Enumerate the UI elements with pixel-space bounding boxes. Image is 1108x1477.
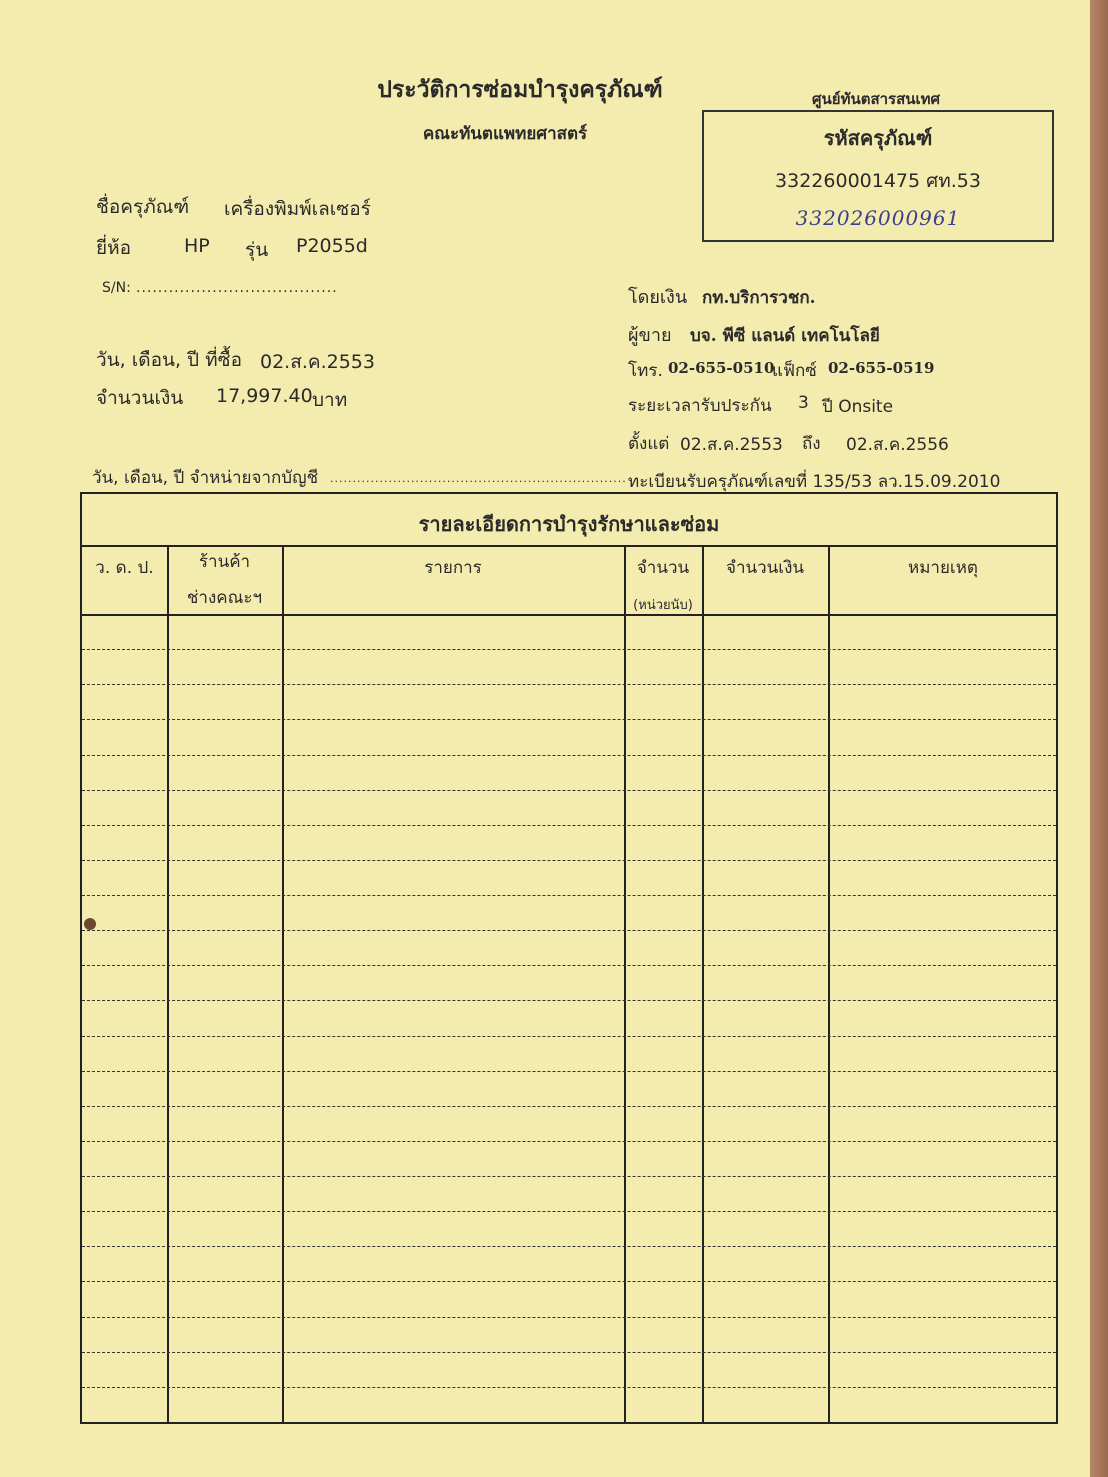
table-title-divider: [82, 545, 1056, 547]
purchase-date-value: 02.ส.ค.2553: [260, 351, 375, 373]
col-header-qty-unit: (หน่วยนับ): [633, 598, 693, 613]
table-row-line: [82, 1211, 1056, 1212]
table-row-line: [82, 1071, 1056, 1072]
amount-value: 17,997.40: [216, 385, 313, 407]
col-header-remarks: หมายเหตุ: [908, 558, 978, 578]
table-title: รายละเอียดการบำรุงรักษาและซ่อม: [418, 512, 720, 536]
table-row-line: [82, 1317, 1056, 1318]
col-divider-3: [624, 545, 626, 1424]
model-label: รุ่น: [245, 239, 269, 261]
table-row-line: [82, 1387, 1056, 1388]
col-header-shop: ร้านค้า: [198, 552, 251, 572]
asset-code-handwritten: 332026000961: [795, 206, 961, 230]
equipment-name-value: เครื่องพิมพ์เลเซอร์: [224, 198, 371, 220]
warranty-unit: ปี Onsite: [822, 397, 894, 417]
table-row-line: [82, 755, 1056, 756]
amount-label: จำนวนเงิน: [96, 387, 184, 409]
col-divider-4: [702, 545, 704, 1424]
col-divider-2: [282, 545, 284, 1424]
registry-info: ทะเบียนรับครุภัณฑ์เลขที่ 135/53 ลว.15.09.2010: [628, 472, 1001, 492]
table-row-line: [82, 1281, 1056, 1282]
warranty-to-label: ถึง: [802, 434, 821, 454]
serial-label: S/N:: [102, 280, 131, 296]
col-header-items: รายการ: [424, 558, 482, 578]
brand-value: HP: [184, 235, 210, 257]
table-row-line: [82, 1246, 1056, 1247]
asset-code-box: [702, 110, 1054, 242]
table-row-line: [82, 825, 1056, 826]
fax-value: 02-655-0519: [828, 359, 935, 377]
phone-value: 02-655-0510: [668, 359, 775, 377]
warranty-from-label: ตั้งแต่: [628, 434, 670, 454]
table-row-line: [82, 1176, 1056, 1177]
table-row-line: [82, 790, 1056, 791]
faculty-name: คณะทันตแพทยศาสตร์: [422, 124, 588, 144]
center-name: ศูนย์ทันตสารสนเทศ: [812, 90, 941, 108]
table-header-divider: [82, 614, 1056, 616]
phone-label: โทร.: [628, 361, 663, 381]
table-row-line: [82, 1036, 1056, 1037]
col-header-qty: จำนวน: [636, 558, 690, 578]
disposal-dotted-line: ..................................................................: [330, 472, 627, 485]
purchase-date-label: วัน, เดือน, ปี ที่ซื้อ: [96, 349, 242, 371]
funding-value: กท.บริการวชก.: [702, 288, 816, 308]
punch-hole: [84, 918, 96, 930]
equipment-name-label: ชื่อครุภัณฑ์: [96, 196, 190, 218]
col-header-amount: จำนวนเงิน: [725, 558, 805, 578]
brand-label: ยี่ห้อ: [96, 237, 132, 259]
col-header-technician: ช่างคณะฯ: [186, 588, 263, 608]
amount-unit: บาท: [312, 389, 348, 411]
disposal-label: วัน, เดือน, ปี จำหน่ายจากบัญชี: [92, 468, 319, 488]
warranty-label: ระยะเวลารับประกัน: [628, 396, 772, 416]
model-value: P2055d: [296, 235, 368, 257]
table-row-line: [82, 649, 1056, 650]
table-row-line: [82, 1000, 1056, 1001]
asset-code-heading: รหัสครุภัณฑ์: [823, 126, 933, 150]
asset-code-value: 332260001475 ศท.53: [775, 170, 981, 192]
seller-label: ผู้ขาย: [628, 325, 672, 346]
table-row-line: [82, 965, 1056, 966]
funding-label: โดยเงิน: [628, 287, 688, 308]
table-row-line: [82, 860, 1056, 861]
warranty-value: 3: [798, 393, 809, 413]
maintenance-table: [80, 492, 1058, 1424]
table-row-line: [82, 1106, 1056, 1107]
table-row-line: [82, 1141, 1056, 1142]
seller-value: บจ. พีซี แลนด์ เทคโนโลยี: [690, 326, 880, 346]
table-row-line: [82, 719, 1056, 720]
col-header-date: ว. ด. ป.: [95, 558, 154, 578]
fax-label: แฟ็กซ์: [772, 361, 817, 381]
table-row-line: [82, 930, 1056, 931]
table-row-line: [82, 895, 1056, 896]
table-row-line: [82, 684, 1056, 685]
col-divider-5: [828, 545, 830, 1424]
serial-dotted-line: .....................................: [136, 280, 338, 296]
warranty-from-value: 02.ส.ค.2553: [680, 435, 783, 455]
form-title: ประวัติการซ่อมบำรุงครุภัณฑ์: [377, 77, 663, 103]
table-row-line: [82, 1352, 1056, 1353]
warranty-to-value: 02.ส.ค.2556: [846, 435, 949, 455]
col-divider-1: [167, 545, 169, 1424]
